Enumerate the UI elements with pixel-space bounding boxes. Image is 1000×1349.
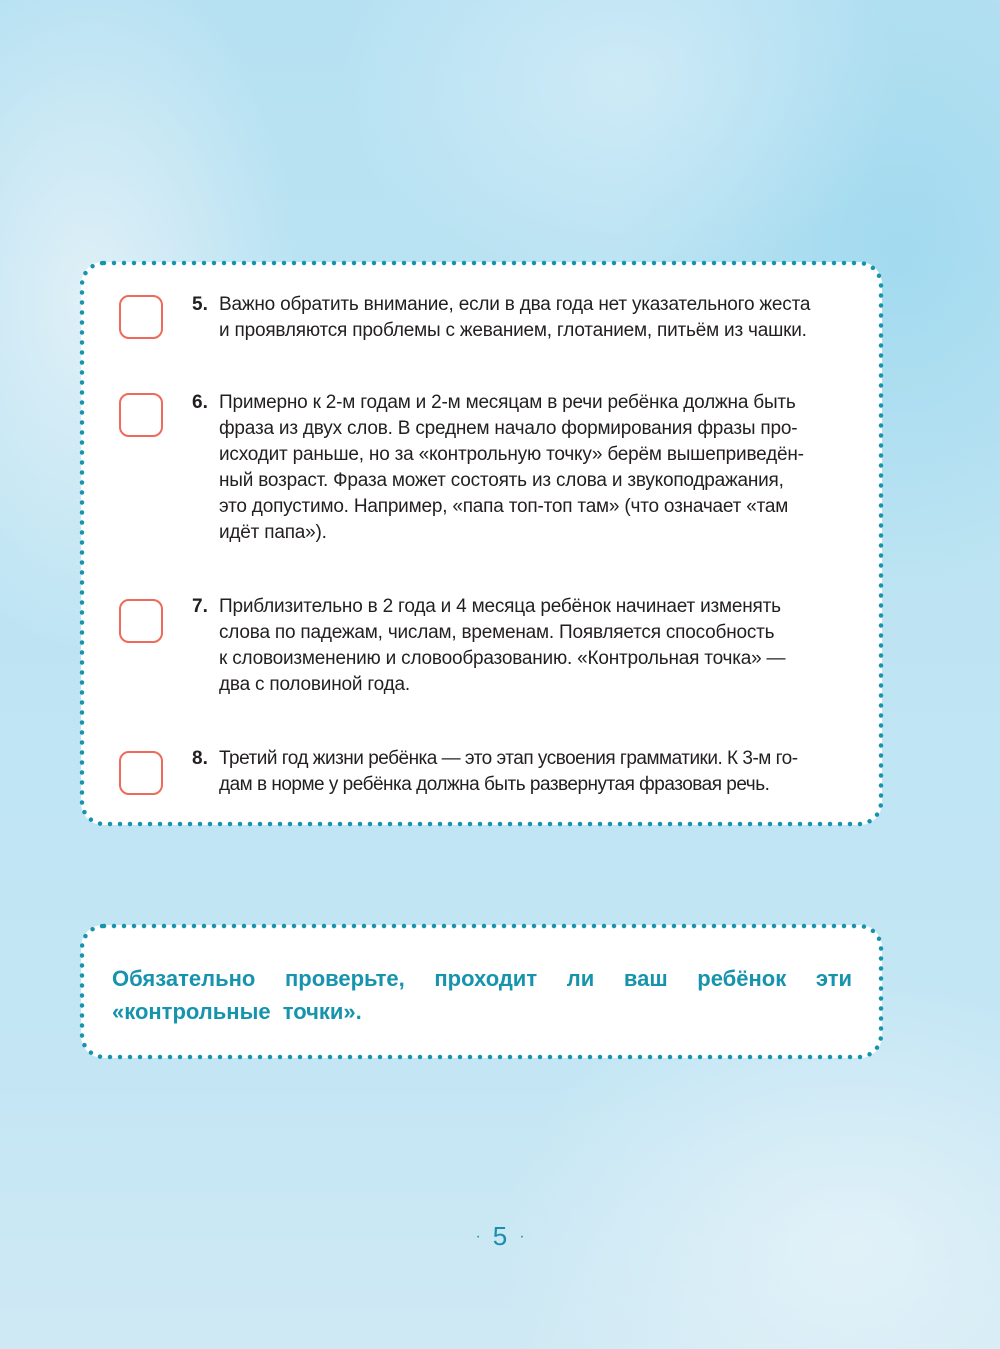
checkbox[interactable]	[119, 751, 163, 795]
checklist-panel	[81, 262, 882, 825]
text-line: Важно обратить внимание, если в два года нет указательного жеста	[219, 294, 811, 315]
checkbox[interactable]	[119, 295, 163, 339]
text-line: это допустимо. Например, «папа топ-топ там» (что означает «там	[219, 496, 789, 517]
text-line: Примерно к 2-м годам и 2-м месяцам в речи ребёнка должна быть	[219, 392, 796, 413]
checkbox[interactable]	[119, 393, 163, 437]
text-line: Третий год жизни ребёнка — это этап усвоения грамматики. К 3-м го-	[219, 748, 798, 769]
bullet-dot-icon: ·	[519, 1228, 525, 1245]
text-line: «контрольные точки».	[112, 999, 362, 1024]
text-line: исходит раньше, но за «контрольную точку» берём вышеприведён-	[219, 444, 804, 465]
item-text	[219, 594, 851, 698]
page-number-value: 5	[492, 1221, 508, 1251]
item-number: 7.	[192, 596, 208, 617]
text-line: и проявляются проблемы с жеванием, глотанием, питьём из чашки.	[219, 320, 807, 341]
text-line: слова по падежам, числам, временам. Появляется способность	[219, 622, 775, 643]
text-line: Обязательно проверьте, проходит ли ваш ребёнок эти	[112, 966, 852, 991]
text-line: к словоизменению и словообразованию. «Контрольная точка» —	[219, 648, 786, 669]
item-number: 6.	[192, 392, 208, 413]
bullet-dot-icon: ·	[475, 1228, 481, 1245]
reminder-panel	[81, 925, 882, 1058]
reminder-text	[112, 962, 852, 1028]
text-line: дам в норме у ребёнка должна быть развернутая фразовая речь.	[219, 774, 770, 795]
text-line: ный возраст. Фраза может состоять из слова и звукоподражания,	[219, 470, 784, 491]
page-number	[0, 1220, 1000, 1253]
item-text	[219, 292, 851, 344]
text-line: идёт папа»).	[219, 522, 327, 543]
text-line: два с половиной года.	[219, 674, 410, 695]
item-text	[219, 746, 851, 798]
item-number: 5.	[192, 294, 208, 315]
item-number: 8.	[192, 748, 208, 769]
checkbox[interactable]	[119, 599, 163, 643]
item-text	[219, 390, 851, 546]
text-line: фраза из двух слов. В среднем начало формирования фразы про-	[219, 418, 798, 439]
text-line: Приблизительно в 2 года и 4 месяца ребёнок начинает изменять	[219, 596, 781, 617]
